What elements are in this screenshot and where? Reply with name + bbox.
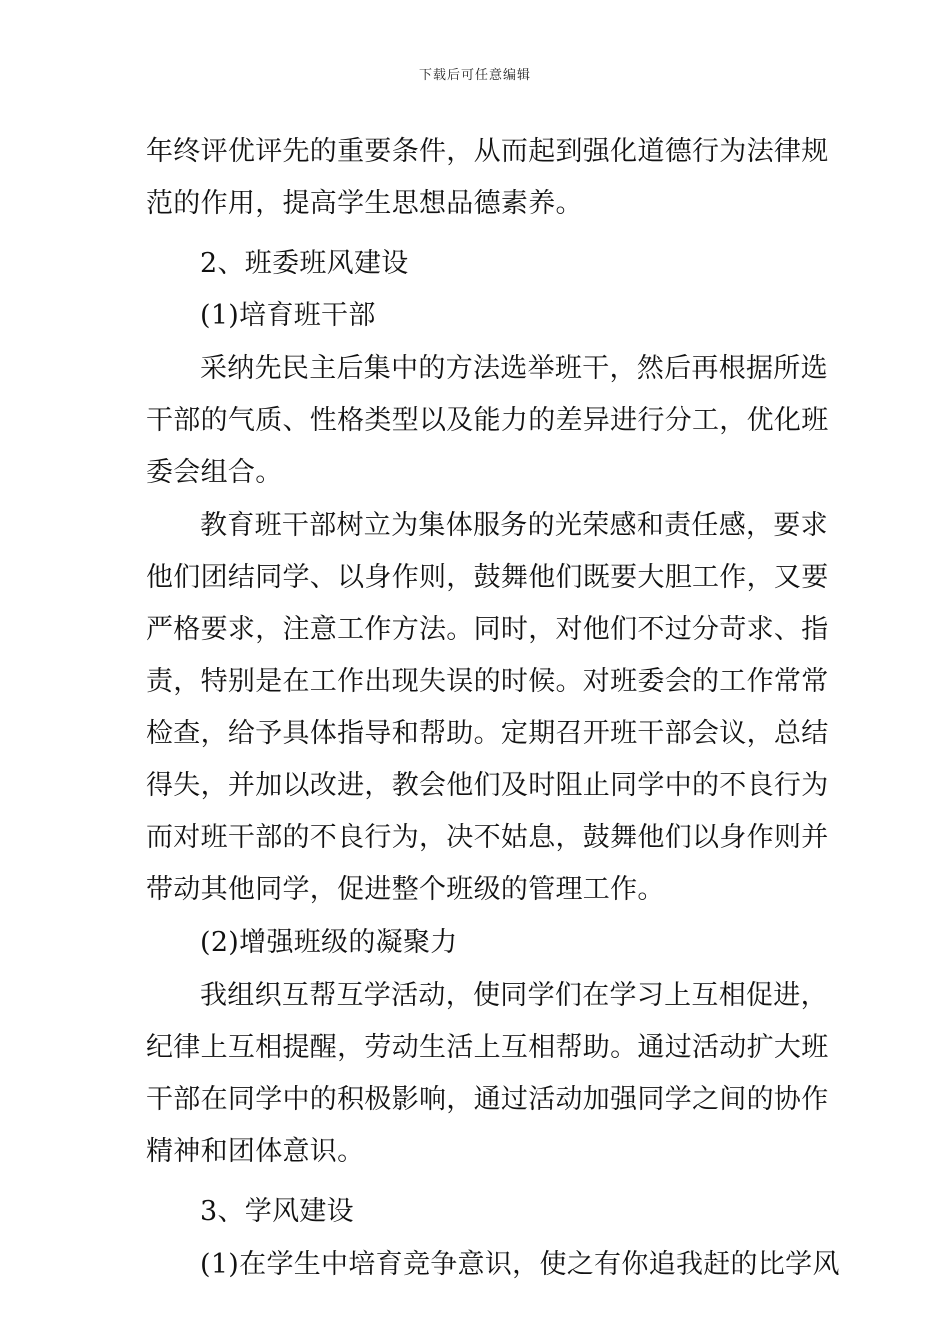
paragraph-line: 采纳先民主后集中的方法选举班干，然后再根据所选 (200, 353, 828, 384)
paragraph-line: 教育班干部树立为集体服务的光荣感和责任感，要求 (200, 510, 828, 541)
paragraph-line: 干部在同学中的积极影响，通过活动加强同学之间的协作 (146, 1084, 829, 1115)
paragraph-line: 带动其他同学，促进整个班级的管理工作。 (146, 874, 665, 905)
paragraph-line: 干部的气质、性格类型以及能力的差异进行分工，优化班 (146, 405, 829, 436)
section-heading: 3、学风建设 (200, 1196, 354, 1227)
paragraph-line: 而对班干部的不良行为，决不姑息，鼓舞他们以身作则并 (146, 822, 829, 853)
paragraph-line: 我组织互帮互学活动，使同学们在学习上互相促进， (200, 980, 828, 1011)
document-body (146, 126, 840, 1291)
paragraph-line: 委会组合。 (146, 457, 283, 488)
paragraph-line: 范的作用，提高学生思想品德素养。 (146, 188, 583, 219)
subsection-heading: (1)培育班干部 (200, 300, 376, 331)
paragraph-line: 年终评优评先的重要条件，从而起到强化道德行为法律规 (146, 136, 829, 167)
paragraph-line: 纪律上互相提醒，劳动生活上互相帮助。通过活动扩大班 (146, 1032, 829, 1063)
paragraph-line: 检查，给予具体指导和帮助。定期召开班干部会议，总结 (146, 718, 829, 749)
page-header-watermark: 下载后可任意编辑 (418, 68, 531, 83)
paragraph-line: 他们团结同学、以身作则，鼓舞他们既要大胆工作，又要 (146, 562, 829, 593)
paragraph-line: 责，特别是在工作出现失误的时候。对班委会的工作常常 (146, 666, 829, 697)
subsection-heading: (2)增强班级的凝聚力 (200, 927, 458, 958)
paragraph-line: 严格要求，注意工作方法。同时，对他们不过分苛求、指 (146, 614, 829, 645)
paragraph-line: (1)在学生中培育竞争意识，使之有你追我赶的比学风 (200, 1249, 840, 1280)
section-heading: 2、班委班风建设 (200, 248, 409, 279)
paragraph-line: 得失，并加以改进，教会他们及时阻止同学中的不良行为 (146, 770, 829, 801)
paragraph-line: 精神和团体意识。 (146, 1136, 365, 1167)
